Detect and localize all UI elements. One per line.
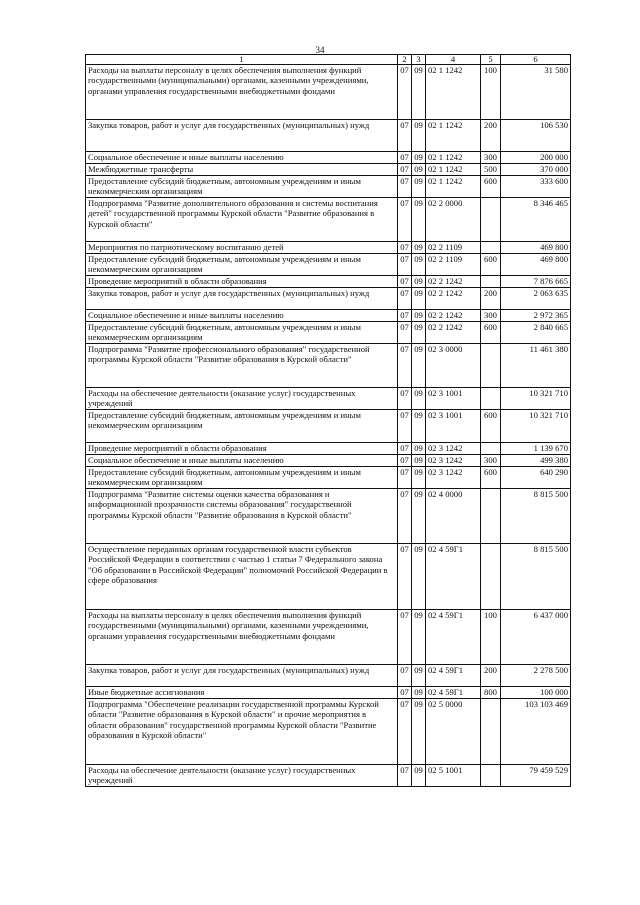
row-section: 07 [398,699,412,765]
table-row [86,410,571,443]
row-name: Межбюджетные трансферты [86,164,398,176]
table-row [86,388,571,410]
table-row [86,467,571,489]
row-section: 07 [398,288,412,310]
row-amount: 2 972 365 [501,310,571,322]
table-row [86,665,571,687]
table-row [86,176,571,198]
row-expense-type: 200 [481,665,501,687]
row-section: 07 [398,467,412,489]
row-name: Предоставление субсидий бюджетным, автономным учреждениям и иным некоммерческим организациям [86,410,398,443]
row-subsection: 09 [412,288,426,310]
row-name: Социальное обеспечение и иные выплаты населению [86,152,398,164]
row-name: Подпрограмма "Развитие профессионального образования" государственной программы Курской области "Развитие образования в Курской области" [86,344,398,388]
row-expense-type [481,198,501,242]
table-row [86,254,571,276]
table-row [86,120,571,152]
row-target-code: 02 1 1242 [426,176,481,198]
row-expense-type: 500 [481,164,501,176]
row-subsection: 09 [412,344,426,388]
table-row [86,687,571,699]
row-section: 07 [398,176,412,198]
row-expense-type: 300 [481,455,501,467]
row-subsection: 09 [412,310,426,322]
row-subsection: 09 [412,276,426,288]
table-row [86,455,571,467]
table-row [86,489,571,544]
row-name: Социальное обеспечение и иные выплаты населению [86,310,398,322]
row-section: 07 [398,544,412,610]
row-amount: 10 321 710 [501,388,571,410]
row-expense-type [481,443,501,455]
row-name: Расходы на обеспечение деятельности (оказание услуг) государственных учреждений [86,765,398,787]
row-expense-type [481,388,501,410]
row-amount: 79 459 529 [501,765,571,787]
row-name: Подпрограмма "Обеспечение реализации государственной программы Курской области "Развитие образования в Курской области" и прочие мероприятия в области образования" государственной программы Курской области "Развитие образования в Курской области" [86,699,398,765]
table-row [86,288,571,310]
row-target-code: 02 2 1242 [426,310,481,322]
col-header-2: 2 [398,55,412,65]
row-subsection: 09 [412,699,426,765]
row-subsection: 09 [412,65,426,120]
row-subsection: 09 [412,467,426,489]
row-amount: 640 290 [501,467,571,489]
row-target-code: 02 2 1242 [426,276,481,288]
table-row [86,242,571,254]
row-subsection: 09 [412,164,426,176]
table-row [86,765,571,787]
row-target-code: 02 2 1242 [426,288,481,310]
row-section: 07 [398,322,412,344]
row-name: Осуществление переданных органам государственной власти субъектов Российской Федерации в соответствии с частью 1 статьи 7 Федерального закона "Об образовании в Российской Федерации" полномочий Российской Федерации в сфере образования [86,544,398,610]
row-section: 07 [398,254,412,276]
row-name: Социальное обеспечение и иные выплаты населению [86,455,398,467]
row-expense-type [481,544,501,610]
row-section: 07 [398,455,412,467]
row-subsection: 09 [412,242,426,254]
table-row [86,544,571,610]
table-row [86,198,571,242]
row-target-code: 02 4 59Г1 [426,687,481,699]
row-expense-type: 600 [481,467,501,489]
row-amount: 469 800 [501,254,571,276]
row-section: 07 [398,665,412,687]
table-row [86,164,571,176]
row-subsection: 09 [412,443,426,455]
row-expense-type: 600 [481,322,501,344]
row-section: 07 [398,765,412,787]
row-section: 07 [398,152,412,164]
row-subsection: 09 [412,410,426,443]
col-header-3: 3 [412,55,426,65]
table-row [86,344,571,388]
row-section: 07 [398,410,412,443]
row-name: Подпрограмма "Развитие системы оценки качества образования и информационной прозрачности системы образования" государственной программы Курской области "Развитие образования в Курской области" [86,489,398,544]
row-subsection: 09 [412,322,426,344]
col-header-1: 1 [86,55,398,65]
row-name: Проведение мероприятий в области образования [86,443,398,455]
row-amount: 1 139 670 [501,443,571,455]
row-target-code: 02 5 1001 [426,765,481,787]
row-target-code: 02 1 1242 [426,152,481,164]
table-row [86,276,571,288]
row-expense-type: 300 [481,310,501,322]
row-target-code: 02 4 59Г1 [426,665,481,687]
row-expense-type: 200 [481,288,501,310]
row-target-code: 02 5 0000 [426,699,481,765]
row-name: Закупка товаров, работ и услуг для государственных (муниципальных) нужд [86,120,398,152]
row-expense-type: 600 [481,176,501,198]
row-target-code: 02 4 59Г1 [426,610,481,665]
row-amount: 11 461 380 [501,344,571,388]
row-section: 07 [398,610,412,665]
row-target-code: 02 1 1242 [426,164,481,176]
row-expense-type: 100 [481,65,501,120]
row-expense-type: 800 [481,687,501,699]
row-expense-type [481,242,501,254]
row-amount: 6 437 000 [501,610,571,665]
row-target-code: 02 1 1242 [426,65,481,120]
col-header-6: 6 [501,55,571,65]
row-name: Предоставление субсидий бюджетным, автономным учреждениям и иным некоммерческим организациям [86,176,398,198]
row-subsection: 09 [412,765,426,787]
row-target-code: 02 2 1242 [426,322,481,344]
row-amount: 100 000 [501,687,571,699]
row-name: Предоставление субсидий бюджетным, автономным учреждениям и иным некоммерческим организациям [86,322,398,344]
row-target-code: 02 2 1109 [426,254,481,276]
row-amount: 200 000 [501,152,571,164]
budget-table [85,54,571,787]
row-expense-type [481,276,501,288]
row-amount: 2 278 500 [501,665,571,687]
row-name: Расходы на обеспечение деятельности (оказание услуг) государственных учреждений [86,388,398,410]
row-name: Закупка товаров, работ и услуг для государственных (муниципальных) нужд [86,665,398,687]
col-header-5: 5 [481,55,501,65]
row-amount: 370 000 [501,164,571,176]
row-amount: 333 600 [501,176,571,198]
row-expense-type: 600 [481,254,501,276]
row-subsection: 09 [412,544,426,610]
table-header-row [86,55,571,65]
row-name: Закупка товаров, работ и услуг для государственных (муниципальных) нужд [86,288,398,310]
row-name: Предоставление субсидий бюджетным, автономным учреждениям и иным некоммерческим организациям [86,254,398,276]
row-section: 07 [398,65,412,120]
row-subsection: 09 [412,665,426,687]
row-amount: 7 876 665 [501,276,571,288]
row-amount: 106 530 [501,120,571,152]
row-target-code: 02 4 0000 [426,489,481,544]
row-section: 07 [398,443,412,455]
row-expense-type [481,489,501,544]
row-name: Предоставление субсидий бюджетным, автономным учреждениям и иным некоммерческим организациям [86,467,398,489]
row-expense-type [481,699,501,765]
row-subsection: 09 [412,489,426,544]
row-name: Расходы на выплаты персоналу в целях обеспечения выполнения функций государственными (муниципальными) органами, казенными учреждениями, органами управления государственными внебюджетными фондами [86,610,398,665]
row-amount: 8 815 500 [501,544,571,610]
row-amount: 469 800 [501,242,571,254]
row-section: 07 [398,388,412,410]
row-amount: 31 580 [501,65,571,120]
row-section: 07 [398,120,412,152]
row-expense-type: 600 [481,410,501,443]
row-subsection: 09 [412,152,426,164]
row-section: 07 [398,242,412,254]
row-name: Мероприятия по патриотическому воспитанию детей [86,242,398,254]
row-section: 07 [398,687,412,699]
table-row [86,443,571,455]
row-target-code: 02 3 1242 [426,443,481,455]
table-row [86,610,571,665]
row-name: Расходы на выплаты персоналу в целях обеспечения выполнения функций государственными (муниципальными) органами, казенными учреждениями, органами управления государственными внебюджетными фондами [86,65,398,120]
table-row [86,65,571,120]
row-amount: 8 346 465 [501,198,571,242]
row-expense-type: 200 [481,120,501,152]
row-target-code: 02 2 1109 [426,242,481,254]
row-amount: 2 840 665 [501,322,571,344]
table-row [86,152,571,164]
row-amount: 499 380 [501,455,571,467]
row-subsection: 09 [412,455,426,467]
page-number: 34 [315,45,325,55]
row-expense-type: 100 [481,610,501,665]
row-amount: 2 063 635 [501,288,571,310]
row-section: 07 [398,344,412,388]
row-amount: 10 321 710 [501,410,571,443]
row-subsection: 09 [412,388,426,410]
row-target-code: 02 4 59Г1 [426,544,481,610]
row-section: 07 [398,198,412,242]
row-section: 07 [398,489,412,544]
table-row [86,310,571,322]
row-expense-type [481,344,501,388]
row-section: 07 [398,164,412,176]
col-header-4: 4 [426,55,481,65]
row-target-code: 02 3 1242 [426,467,481,489]
row-subsection: 09 [412,198,426,242]
row-section: 07 [398,276,412,288]
row-expense-type: 300 [481,152,501,164]
row-subsection: 09 [412,610,426,665]
row-target-code: 02 1 1242 [426,120,481,152]
row-target-code: 02 3 1242 [426,455,481,467]
row-name: Подпрограмма "Развитие дополнительного образования и системы воспитания детей" государственной программы Курской области "Развитие образования в Курской области" [86,198,398,242]
table-row [86,322,571,344]
row-name: Иные бюджетные ассигнования [86,687,398,699]
row-target-code: 02 2 0000 [426,198,481,242]
row-subsection: 09 [412,120,426,152]
row-amount: 103 103 469 [501,699,571,765]
row-expense-type [481,765,501,787]
row-target-code: 02 3 1001 [426,388,481,410]
row-amount: 8 815 500 [501,489,571,544]
table-row [86,699,571,765]
row-subsection: 09 [412,176,426,198]
row-subsection: 09 [412,687,426,699]
row-section: 07 [398,310,412,322]
row-subsection: 09 [412,254,426,276]
row-name: Проведение мероприятий в области образования [86,276,398,288]
row-target-code: 02 3 0000 [426,344,481,388]
row-target-code: 02 3 1001 [426,410,481,443]
